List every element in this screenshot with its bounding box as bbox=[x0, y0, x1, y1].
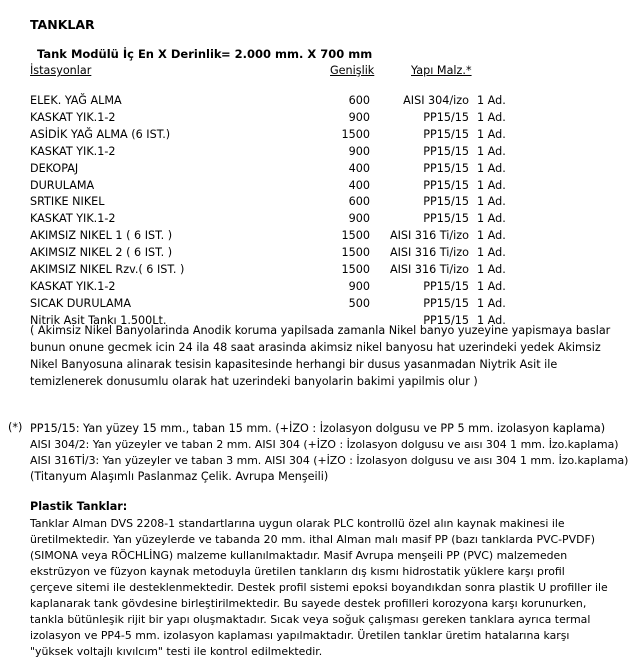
station-width: 400 bbox=[348, 178, 370, 192]
footnote-line: PP15/15: Yan yüzey 15 mm., taban 15 mm. (+İZO : İzolasyon dolgusu ve PP 5 mm. izolasyon kaplama) bbox=[30, 422, 606, 435]
nickel-note bbox=[30, 322, 610, 390]
footnote-mark: (*) bbox=[8, 421, 23, 434]
station-width: 1500 bbox=[341, 229, 370, 243]
station-material: PP15/15 bbox=[423, 144, 469, 158]
station-material: PP15/15 bbox=[423, 313, 469, 327]
station-quantity: 1 Ad. bbox=[477, 263, 506, 276]
station-width: 1500 bbox=[341, 246, 370, 260]
station-quantity: 1 Ad. bbox=[477, 229, 506, 243]
station-material: AISI 316 Ti/izo bbox=[389, 246, 469, 260]
station-quantity: 1 Ad. bbox=[477, 195, 506, 209]
station-name: SICAK DURULAMA bbox=[30, 296, 131, 310]
station-name: DURULAMA bbox=[30, 178, 95, 192]
station-name: SRTIKE NIKEL bbox=[30, 195, 105, 209]
station-quantity: 1 Ad. bbox=[477, 212, 506, 226]
table-row bbox=[0, 246, 642, 262]
tank-module-value: = 2.000 mm. X 700 mm bbox=[221, 47, 373, 61]
station-name: KASKAT YIK.1-2 bbox=[30, 212, 116, 226]
footnote-line: AISI 316Tİ/3: Yan yüzeyler ve taban 3 mm. AISI 304 (+İZO : İzolasyon dolgusu ve aısı 304 1 mm. İzo.kaplama) bbox=[30, 454, 629, 467]
station-quantity: 1 Ad. bbox=[477, 144, 506, 158]
station-name: ELEK. YAĞ ALMA bbox=[30, 94, 122, 107]
table-row bbox=[0, 229, 642, 245]
station-width: 900 bbox=[348, 212, 370, 226]
table-row bbox=[0, 195, 642, 211]
header-stations: İstasyonlar bbox=[30, 64, 92, 77]
note-line: ( Akimsiz Nikel Banyolarinda Anodik koruma yapilsada zamanla Nikel banyo yuzeyine yapismaya baslar bbox=[30, 324, 611, 337]
tank-module-label: Tank Modülü İç En X Derinlik bbox=[37, 47, 222, 61]
station-width: 1500 bbox=[341, 263, 370, 276]
plastic-tanks-paragraph bbox=[30, 516, 608, 660]
station-quantity: 1 Ad. bbox=[477, 161, 506, 175]
station-name: AKIMSIZ NIKEL 1 ( 6 IST. ) bbox=[30, 229, 173, 243]
station-name: ASİDİK YAĞ ALMA (6 IST.) bbox=[30, 127, 171, 141]
station-name: KASKAT YIK.1-2 bbox=[30, 279, 116, 293]
station-material: PP15/15 bbox=[423, 178, 469, 192]
station-material: PP15/15 bbox=[423, 127, 469, 141]
station-width: 500 bbox=[348, 296, 370, 310]
plastic-line: izolasyon ve PP4-5 mm. izolasyon kaplaması yapılmaktadır. Üretilen tanklar üretim hatalarına karşı bbox=[30, 629, 570, 642]
station-quantity: 1 Ad. bbox=[477, 246, 506, 260]
plastic-line: Tanklar Alman DVS 2208-1 standartlarına uygun olarak PLC kontrollü özel alın kaynak makinesi ile bbox=[30, 517, 565, 530]
plastic-line: üretilmektedir. Yan yüzeylerde ve tabanda 20 mm. ithal Alman malı masif PP (bazı tanklarda PVC-PVDF) bbox=[30, 533, 595, 546]
station-name: DEKOPAJ bbox=[30, 161, 79, 175]
table-row bbox=[0, 263, 642, 279]
plastic-line: ekstrüzyon ve füzyon kaynak metoduyla üretilen tankların dış kısmı hidrostatik yüklere karşı profil bbox=[30, 565, 565, 578]
station-material: PP15/15 bbox=[423, 212, 469, 226]
station-quantity: 1 Ad. bbox=[477, 110, 506, 124]
station-quantity: 1 Ad. bbox=[477, 127, 506, 141]
station-material: PP15/15 bbox=[423, 279, 469, 293]
table-row bbox=[0, 145, 642, 161]
station-width: 1500 bbox=[341, 127, 370, 141]
station-material: PP15/15 bbox=[423, 110, 469, 124]
plastic-line: (SIMONA veya RÖCHLİNG) malzeme kullanılmaktadır. Masif Avrupa menşeili PP (PVC) malzemeden bbox=[30, 549, 568, 562]
table-row bbox=[0, 94, 642, 110]
station-quantity: 1 Ad. bbox=[477, 178, 506, 192]
table-row bbox=[0, 162, 642, 178]
plastic-line: kaplanarak tank gövdesine birleştirilmektedir. Bu sayede destek profilleri korozyona karşı korunurken, bbox=[30, 597, 587, 610]
table-row bbox=[0, 179, 642, 195]
header-material: Yapı Malz.* bbox=[411, 64, 472, 77]
station-name: AKIMSIZ NIKEL 2 ( 6 IST. ) bbox=[30, 246, 173, 260]
station-width: 900 bbox=[348, 144, 370, 158]
material-footnotes bbox=[30, 421, 628, 485]
table-row bbox=[0, 128, 642, 144]
station-material: PP15/15 bbox=[423, 195, 469, 209]
station-width: 900 bbox=[348, 279, 370, 293]
station-quantity: 1 Ad. bbox=[477, 94, 506, 107]
station-quantity: 1 Ad. bbox=[477, 279, 506, 293]
station-material: AISI 316 Ti/izo bbox=[389, 263, 469, 276]
note-line: bunun onune gecmek icin 24 ila 48 saat arasinda akimsiz nikel banyosu hat uzerindeki yedek Akimsiz bbox=[30, 341, 601, 354]
page-title: TANKLAR bbox=[30, 17, 95, 32]
station-quantity: 1 Ad. bbox=[477, 313, 506, 327]
plastic-tanks-heading: Plastik Tanklar: bbox=[30, 500, 128, 513]
footnote-line: AISI 304/2: Yan yüzeyler ve taban 2 mm. AISI 304 (+İZO : İzolasyon dolgusu ve aısı 304 1 mm. İzo.kaplama) bbox=[30, 438, 619, 451]
station-material: PP15/15 bbox=[423, 161, 469, 175]
table-row bbox=[0, 111, 642, 127]
station-width: 600 bbox=[348, 94, 370, 107]
table-row bbox=[0, 280, 642, 296]
station-name: Nitrik Asit Tankı 1.500Lt. bbox=[30, 313, 167, 327]
station-material: PP15/15 bbox=[423, 296, 469, 310]
station-material: AISI 304/izo bbox=[403, 94, 469, 107]
station-width: 600 bbox=[348, 195, 370, 209]
note-line: temizlenerek donusumlu olarak hat uzerindeki banyolarin bakimi yapilmis olur ) bbox=[30, 375, 478, 388]
table-row bbox=[0, 212, 642, 228]
plastic-line: çerçeve sitemi ile desteklenmektedir. Destek profil sistemi epoksi boyandıkdan sonra plastik U profiller ile bbox=[30, 581, 608, 594]
station-width: 400 bbox=[348, 161, 370, 175]
header-width: Genişlik bbox=[330, 64, 375, 77]
station-name: AKIMSIZ NIKEL Rzv.( 6 IST. ) bbox=[30, 263, 185, 276]
station-quantity: 1 Ad. bbox=[477, 296, 506, 310]
station-name: KASKAT YIK.1-2 bbox=[30, 144, 116, 158]
plastic-line: "yüksek voltajlı kıvılcım" testi ile kontrol edilmektedir. bbox=[30, 645, 323, 658]
station-name: KASKAT YIK.1-2 bbox=[30, 110, 116, 124]
station-width: 900 bbox=[348, 110, 370, 124]
table-row bbox=[0, 297, 642, 313]
plastic-line: tankla bütünleşik rijit bir yapı oluşmaktadır. Sıcak veya soğuk çalışması gereken tanklara ayrıca termal bbox=[30, 613, 591, 626]
footnote-line: (Titanyum Alaşımlı Paslanmaz Çelik. Avrupa Menşeili) bbox=[30, 470, 329, 483]
station-material: AISI 316 Ti/izo bbox=[389, 229, 469, 243]
note-line: Nikel Banyosuna alinarak tesisin kapasitesinde herhangi bir dusus yasanmadan Niytrik Asit ile bbox=[30, 358, 558, 371]
